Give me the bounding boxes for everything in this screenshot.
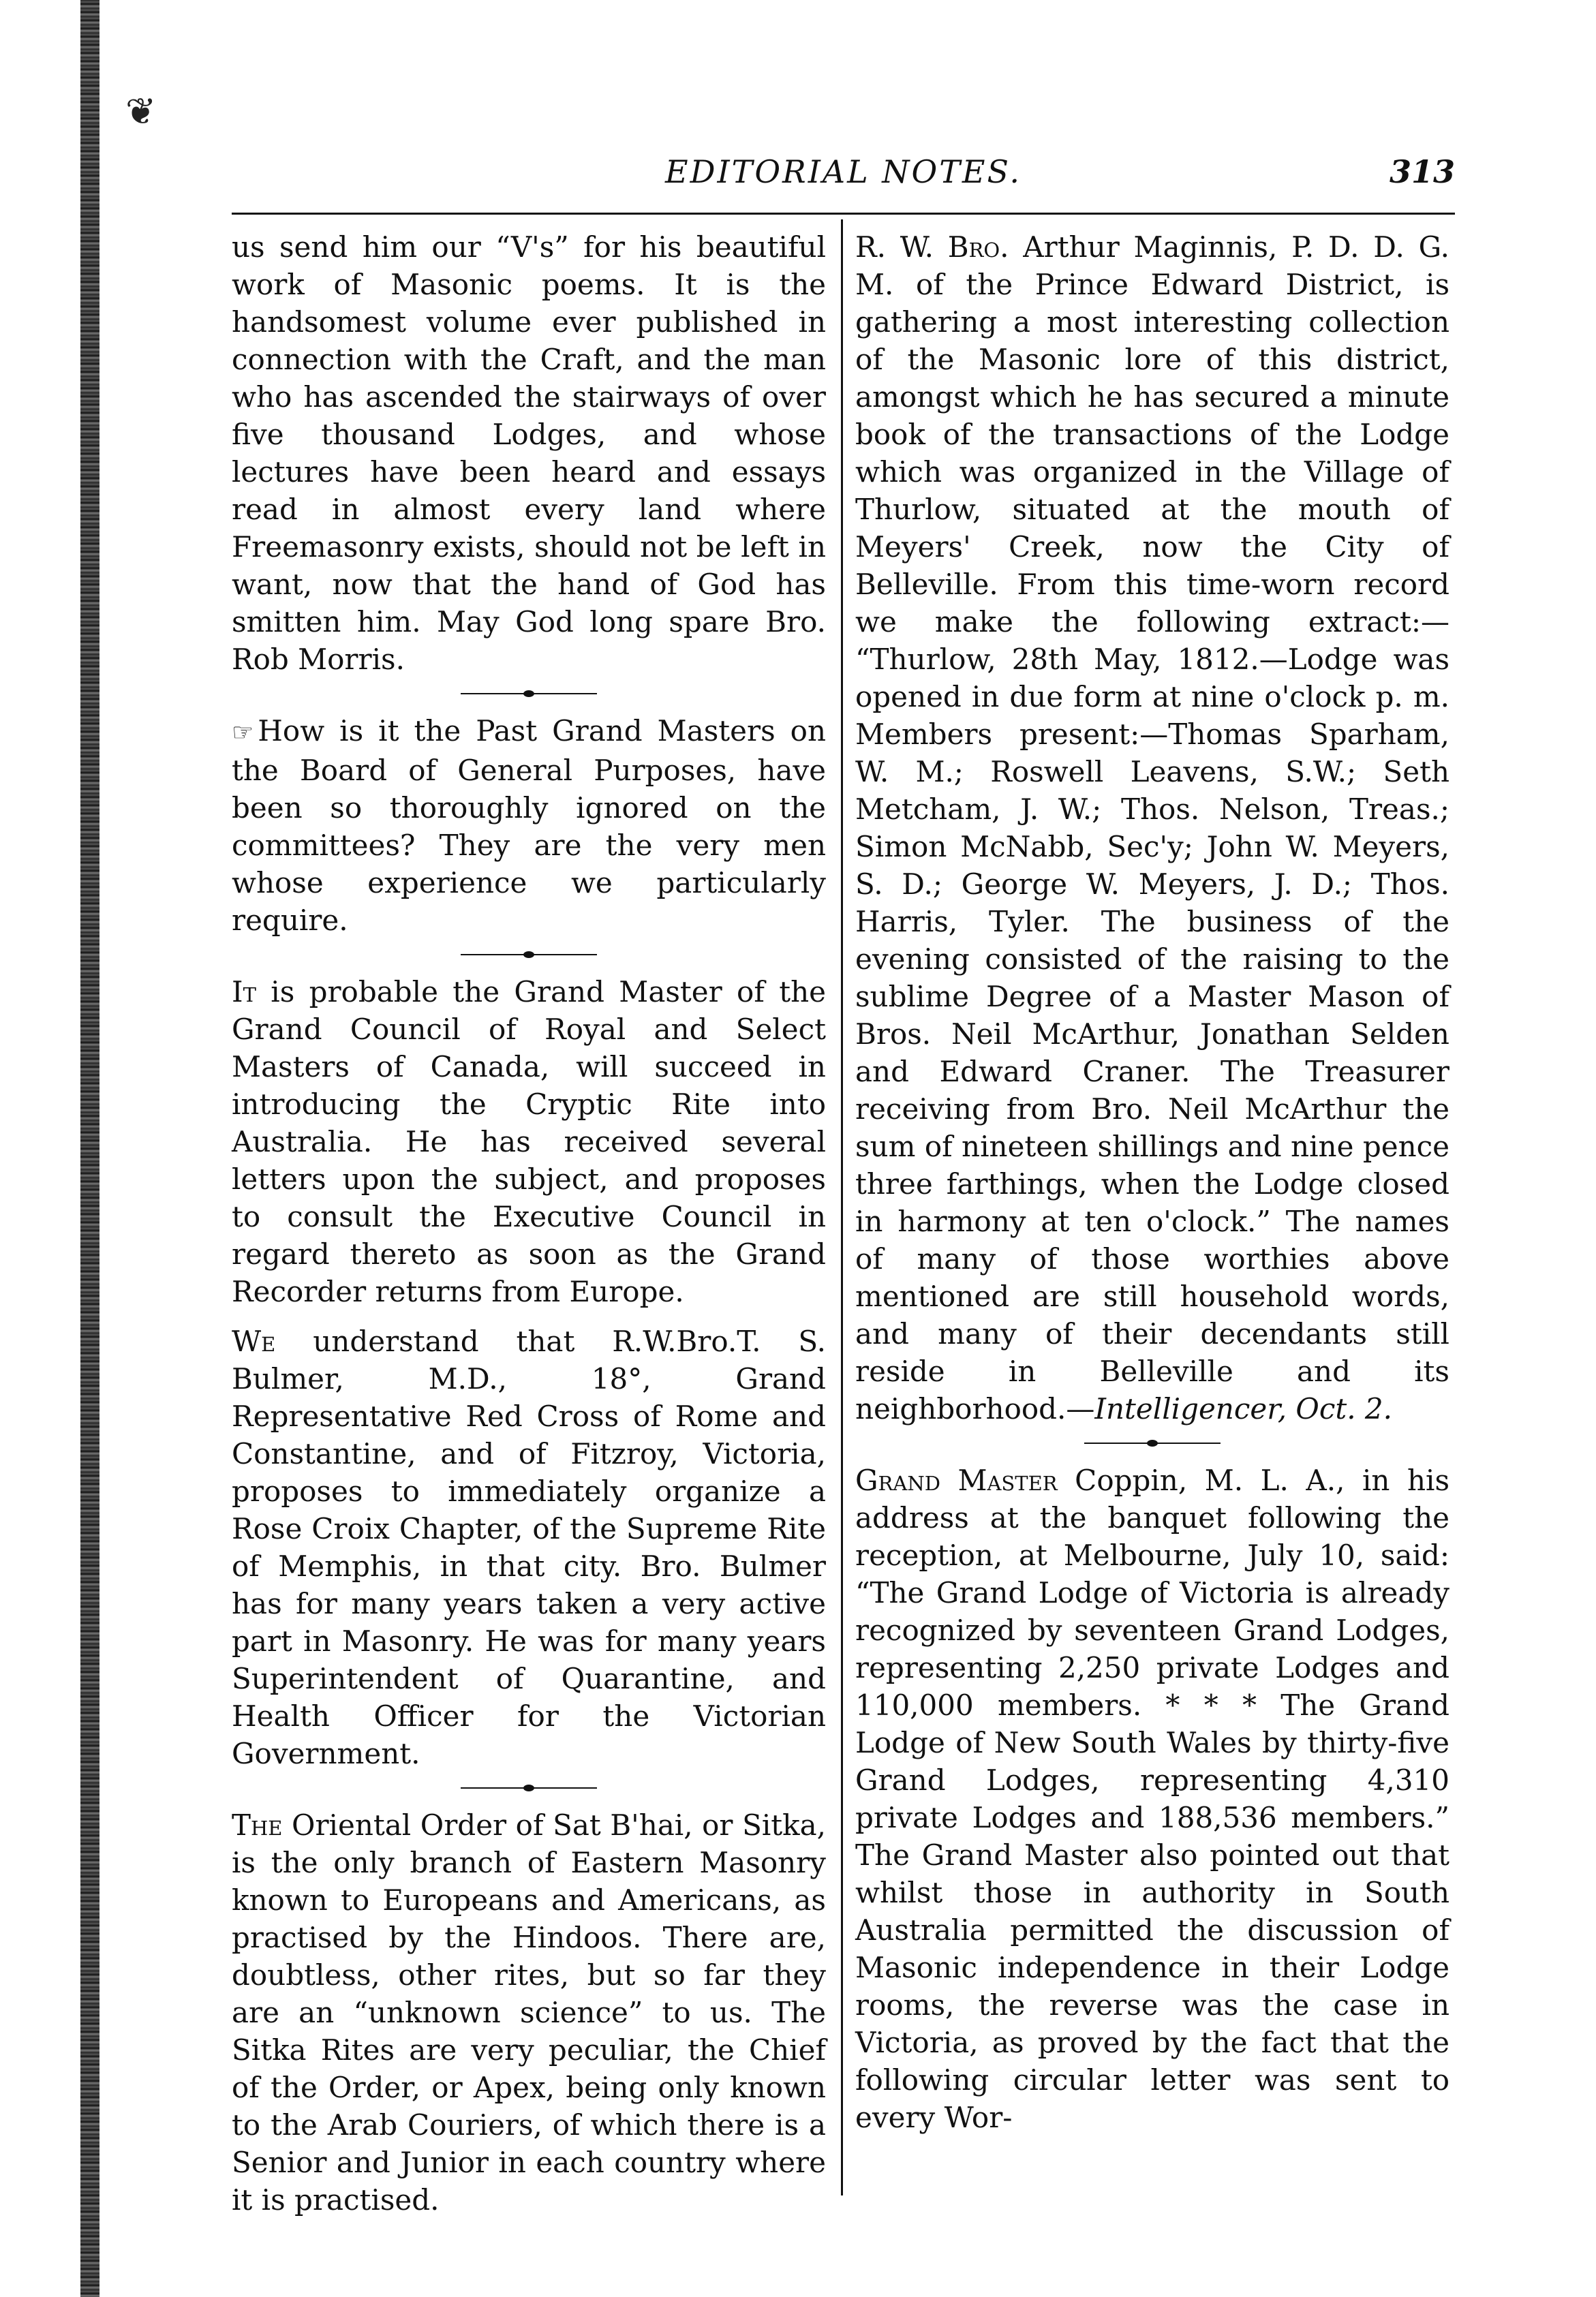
paragraph-text: Oriental Order of Sat B'hai, or Sitka, is the only branch of Eastern Masonry known to Europeans and Americans, as practised by the Hindoos. There are, doubtless, other rites, but so far they are an “unknown science” to us. The Sitka Rites are very peculiar, the Chief of the Order, or Apex, being only known to the Arab Couriers, of which there is a Senior and Junior in each country where it is practised. [232, 1808, 826, 2217]
running-title: EDITORIAL NOTES. [665, 153, 1022, 190]
lead-word: The [232, 1808, 283, 1842]
separator-ornament [1084, 1443, 1221, 1444]
separator-ornament [461, 693, 597, 694]
lead-word: It [232, 975, 256, 1008]
maginnis-paragraph [855, 228, 1449, 1428]
paragraph-text: Coppin, M. L. A., in his address at the banquet following the reception, at Melbourne, July 10, said: “The Grand Lodge of Victoria is already recognized by seventeen Grand Lodges, representing 2,250 private Lodges and 110,000 members. * * * The Grand Lodge of New South Wales by thirty-five Grand Lodges, representing 4,310 private Lodges and 188,536 members.” The Grand Master also pointed out that whilst those in authority in South Australia permitted the discussion of Masonic independence in their Lodge rooms, the reverse was the case in Victoria, as proved by the fact that the following circular letter was sent to every Wor- [855, 1464, 1450, 2134]
sat-bhai-paragraph [232, 1806, 826, 2219]
bulmer-paragraph [232, 1323, 826, 1772]
column-divider [841, 219, 843, 2195]
cryptic-rite-paragraph [232, 973, 826, 1310]
right-column [855, 228, 1449, 2148]
page-number: 313 [1389, 153, 1455, 190]
coppin-paragraph [855, 1462, 1449, 2136]
lead-word: Grand Master [855, 1464, 1058, 1497]
paragraph-text: Arthur Maginnis, P. D. D. G. M. of the Prince Edward District, is gathering a most interesting collection of the Masonic lore of this district, amongst which he has secured a minute book of the transactions of the Lodge which was organized in the Village of Thurlow, situated at the mouth of Meyers' Creek, now the City of Belleville. From this time-worn record we make the following extract:— “Thurlow, 28th May, 1812.—Lodge was opened in due form at nine o'clock p. m. Members present:—Thomas Sparham, W. M.; Roswell Leavens, S.W.; Seth Metcham, J. W.; Thos. Nelson, Treas.; Simon McNabb, Sec'y; John W. Meyers, S. D.; George W. Meyers, J. D.; Thos. Harris, Tyler. The business of the evening consisted of the raising to the sublime Degree of a Master Mason of Bros. Neil McArthur, Jonathan Selden and Edward Craner. The Treasurer receiving from Bro. Neil McArthur the sum of nineteen shillings and nine pence three farthings, when the Lodge closed in harmony at ten o'clock.” The names of many of those worthies above mentioned are still household words, and many of their decendants still reside in Belleville and its neighborhood.— [855, 230, 1449, 1425]
paragraph-text: is probable the Grand Master of the Grand Council of Royal and Select Masters of Canada, will succeed in introducing the Cryptic Rite into Australia. He has received several letters upon the subject, and proposes to consult the Executive Council in regard thereto as soon as the Grand Recorder returns from Europe. [232, 975, 826, 1308]
left-column [232, 228, 826, 2231]
header-rule [232, 213, 1455, 215]
book-binding-edge [80, 0, 99, 2297]
lead-word: We [232, 1325, 276, 1358]
corner-ornament-icon: ❦ [125, 90, 157, 133]
lead-word: R. W. Bro. [855, 230, 1009, 264]
separator-ornament [461, 1787, 597, 1789]
separator-ornament [461, 954, 597, 955]
paragraph-text: understand that R.W.Bro.T. S. Bulmer, M.D., 18°, Grand Representative Red Cross of Rome and Constantine, and of Fitzroy, Victoria, proposes to immediately organize a Rose Croix Chapter, of the Supreme Rite of Memphis, in that city. Bro. Bulmer has for many years taken a very active part in Masonry. He was for many years Superintendent of Quarantine, and Health Officer for the Victorian Government. [232, 1325, 826, 1770]
page-header [232, 153, 1455, 208]
paragraph-text: How is it the Past Grand Masters on the Board of General Purposes, have been so thoroughly ignored on the committees? They are the very men whose experience we particularly require. [232, 714, 826, 937]
past-grand-masters-paragraph [232, 712, 826, 939]
pointing-hand-icon: ☞ [232, 719, 254, 747]
morris-paragraph: us send him our “V's” for his beautiful work of Masonic poems. It is the handsomest volume ever published in connection with the Craft, and the man who has ascended the stairways of over five thousand Lodges, and whose lectures have been heard and essays read in almost every land where Freemasonry exists, should not be left in want, now that the hand of God has smitten him. May God long spare Bro. Rob Morris. [232, 230, 826, 676]
source-citation: Intelligencer, Oct. 2. [1094, 1392, 1393, 1425]
